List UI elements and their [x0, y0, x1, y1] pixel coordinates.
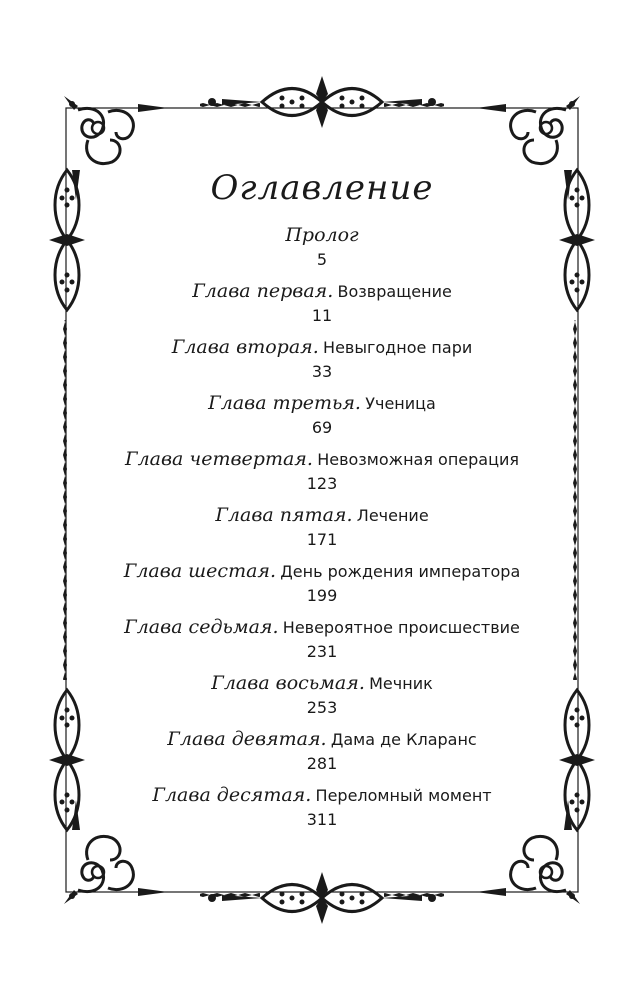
entry-chapter: Глава восьмая. — [211, 672, 365, 694]
entry-page-number: 253 — [306, 698, 338, 717]
entry-line — [90, 726, 554, 753]
entry-line — [90, 278, 554, 305]
entry-chapter: Глава десятая. — [152, 784, 312, 806]
toc-entry — [90, 614, 554, 670]
entry-page-number: 11 — [311, 306, 333, 325]
toc-entry — [90, 278, 554, 334]
entry-chapter: Пролог — [285, 224, 359, 246]
entry-page-number: 69 — [311, 418, 333, 437]
entry-chapter: Глава седьмая. — [124, 616, 279, 638]
toc-entry — [90, 390, 554, 446]
toc-entry — [90, 334, 554, 390]
toc-entry — [90, 558, 554, 614]
entry-page-number: 123 — [306, 474, 338, 493]
toc-entry — [90, 782, 554, 838]
entry-line — [90, 502, 554, 529]
entry-chapter: Глава третья. — [208, 392, 361, 414]
entry-line — [90, 558, 554, 585]
entry-page-number: 5 — [316, 250, 328, 269]
entry-name: Дама де Кларанс — [330, 730, 477, 749]
entry-name: Возвращение — [337, 282, 452, 301]
toc-entry — [90, 502, 554, 558]
entry-page-number: 33 — [311, 362, 333, 381]
entry-page-number: 171 — [306, 530, 338, 549]
entry-chapter: Глава четвертая. — [124, 448, 313, 470]
entry-line — [90, 390, 554, 417]
entry-line — [90, 614, 554, 641]
entry-chapter: Глава вторая. — [171, 336, 319, 358]
entry-name: Невыгодное пари — [323, 338, 473, 357]
entry-chapter: Глава пятая. — [215, 504, 353, 526]
entry-name: Ученица — [365, 394, 436, 413]
toc-entries — [90, 222, 554, 838]
entry-name: Невероятное происшествие — [282, 618, 520, 637]
entry-name: Мечник — [369, 674, 433, 693]
entry-name: День рождения императора — [280, 562, 521, 581]
entry-line — [90, 670, 554, 697]
entry-line — [90, 446, 554, 473]
toc-entry — [90, 726, 554, 782]
entry-chapter: Глава шестая. — [123, 560, 277, 582]
toc-title: Оглавление — [210, 168, 434, 208]
entry-chapter: Глава девятая. — [167, 728, 327, 750]
entry-line — [90, 222, 554, 249]
toc-entry — [90, 446, 554, 502]
entry-line — [90, 782, 554, 809]
entry-name: Невозможная операция — [317, 450, 520, 469]
table-of-contents — [90, 168, 554, 838]
entry-page-number: 281 — [306, 754, 338, 773]
entry-page-number: 199 — [306, 586, 338, 605]
toc-entry — [90, 670, 554, 726]
entry-page-number: 311 — [306, 810, 338, 829]
entry-page-number: 231 — [306, 642, 338, 661]
entry-line — [90, 334, 554, 361]
toc-entry — [90, 222, 554, 278]
entry-chapter: Глава первая. — [192, 280, 334, 302]
entry-name: Переломный момент — [315, 786, 492, 805]
entry-name: Лечение — [356, 506, 429, 525]
